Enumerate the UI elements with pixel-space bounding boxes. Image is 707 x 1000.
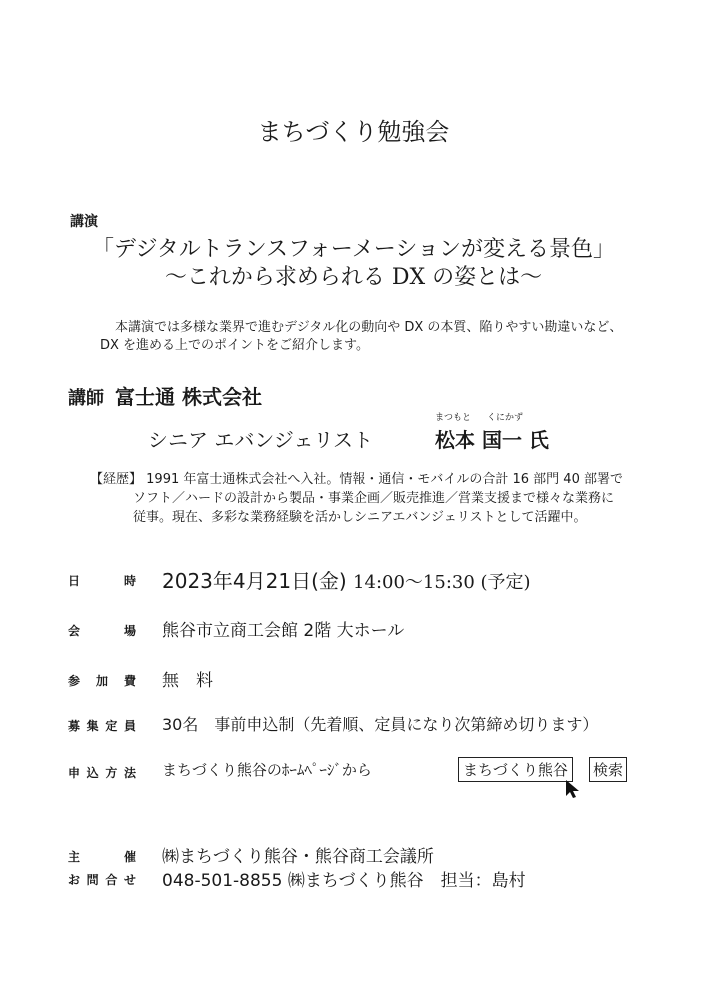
career-line1: 1991 年富士通株式会社へ入社。情報・通信・モバイルの合計 16 部門 40 部署で — [146, 472, 623, 487]
search-input[interactable]: まちづくり熊谷 — [458, 757, 573, 782]
venue-label: 会場 — [68, 624, 136, 638]
lecture-title: 「デジタルトランスフォーメーションが変える景色」 — [92, 237, 615, 262]
lecturer-name: 松本 国一 氏 — [435, 428, 549, 452]
career-row-1 — [90, 470, 623, 489]
page-title: まちづくり勉強会 — [257, 118, 450, 146]
time-text: 14:00～15:30 (予定) — [353, 572, 531, 593]
lecture-description-line1: 本講演では多様な業界で進むデジタル化の動向や DX の本質、陥りやすい勘違いなど、 — [115, 320, 623, 335]
lecturer-company: 富士通 株式会社 — [115, 385, 262, 409]
host-value: ㈱まちづくり熊谷・熊谷商工会議所 — [162, 847, 434, 867]
career-line3: 従事。現在、多彩な業務経験を活かしシニアエバンジェリストとして活躍中。 — [133, 510, 587, 525]
career-label: 【経歴】 — [90, 472, 143, 487]
lecturer-role: シニア エバンジェリスト — [148, 428, 374, 452]
capacity-value: 30名 事前申込制（先着順、定員になり次第締め切ります） — [162, 715, 599, 734]
search-button[interactable]: 検索 — [589, 757, 627, 782]
lecturer-career — [90, 470, 623, 527]
career-line2: ソフト／ハードの設計から製品・事業企画／販売推進／営業支援まで様々な業務に — [133, 491, 615, 506]
mouse-cursor-icon — [564, 778, 582, 800]
date-text: 2023年4月21日(金) — [162, 569, 347, 593]
venue-value: 熊谷市立商工会館 2階 大ホール — [162, 621, 405, 641]
lecturer-ruby-given: くにかず — [487, 413, 524, 423]
date-value — [162, 565, 531, 594]
apply-value: まちづくり熊谷のﾎｰﾑﾍﾟｰｼﾞから — [162, 761, 372, 779]
apply-label: 申込方法 — [68, 766, 136, 780]
lecture-subtitle: ～これから求められる DX の姿とは～ — [164, 265, 543, 290]
lecture-description-line2: DX を進める上でのポイントをご紹介します。 — [100, 338, 370, 353]
fee-label: 参加費 — [68, 674, 136, 688]
lecture-label: 講演 — [70, 214, 98, 230]
lecturer-label: 講師 — [68, 388, 104, 409]
capacity-label: 募集定員 — [68, 719, 136, 733]
contact-value: 048-501-8855 ㈱まちづくり熊谷 担当：島村 — [162, 871, 526, 891]
host-label: 主催 — [68, 850, 136, 864]
date-label: 日時 — [68, 574, 136, 588]
fee-value: 無 料 — [162, 671, 213, 691]
contact-label: お問合せ — [68, 873, 136, 887]
lecturer-ruby-surname: まつもと — [435, 413, 472, 423]
